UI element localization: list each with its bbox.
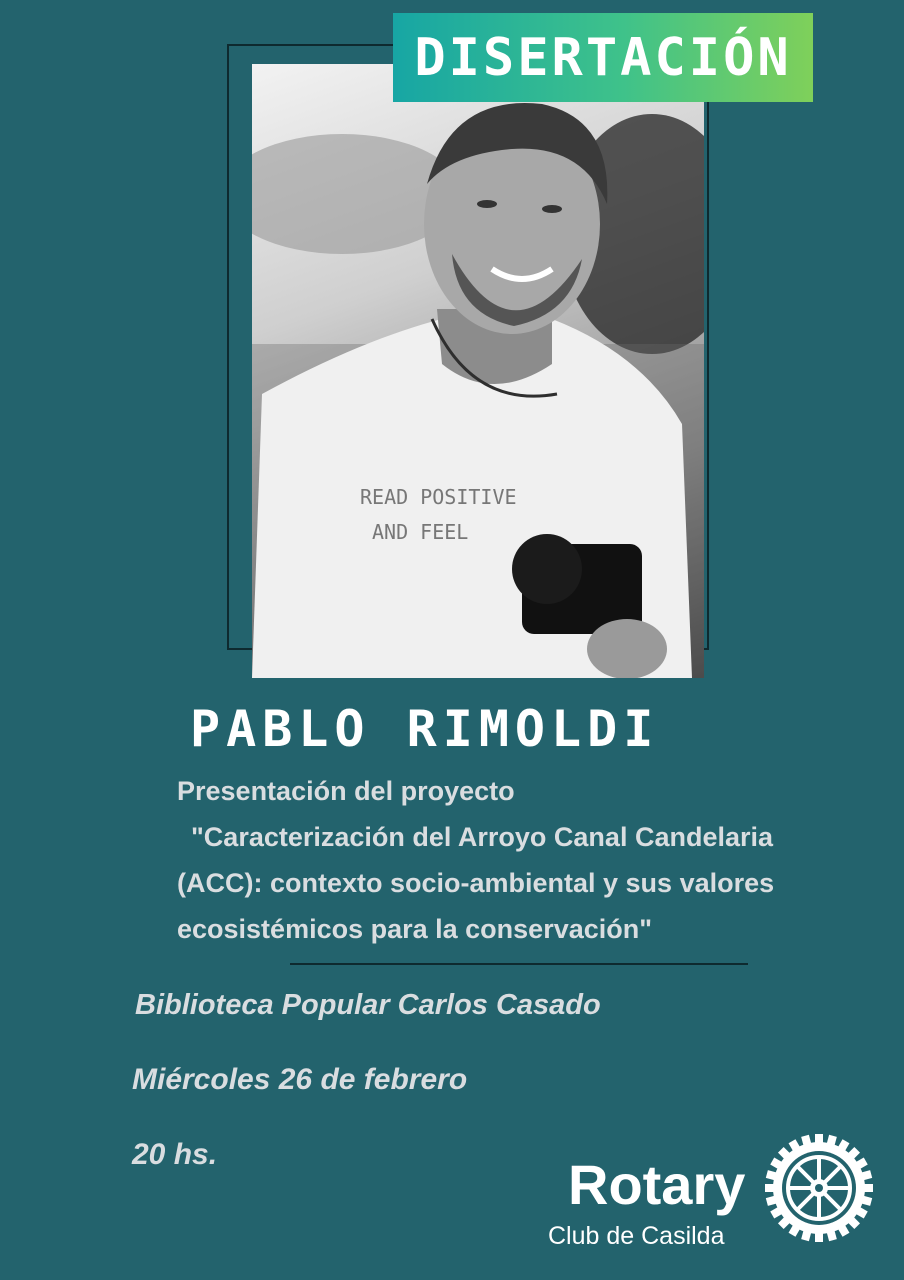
event-time: 20 hs. [132,1138,218,1171]
speaker-photo-illustration [252,64,704,678]
rotary-logo-text: Rotary [568,1153,746,1216]
presentation-description [177,768,892,952]
speaker-photo [252,64,704,678]
divider [290,963,748,965]
presentation-line-4: ecosistémicos para la conservación" [177,914,653,944]
event-date: Miércoles 26 de febrero [132,1063,468,1096]
rotary-club-name: Club de Casilda [548,1222,725,1250]
presentation-line-2: "Caracterización del Arroyo Canal Candelaria [191,822,774,852]
shirt-print-line1: READ POSITIVE [360,485,517,509]
event-venue: Biblioteca Popular Carlos Casado [135,989,601,1021]
presentation-line-1: Presentación del proyecto [177,776,515,806]
shirt-print-line2: AND FEEL [372,520,469,544]
disertacion-badge [393,13,813,102]
presentation-line-3: (ACC): contexto socio-ambiental y sus valores [177,868,775,898]
badge-label: DISERTACIÓN [414,27,792,88]
rotary-wheel-icon [763,1132,875,1244]
speaker-name: PABLO RIMOLDI [190,700,660,758]
